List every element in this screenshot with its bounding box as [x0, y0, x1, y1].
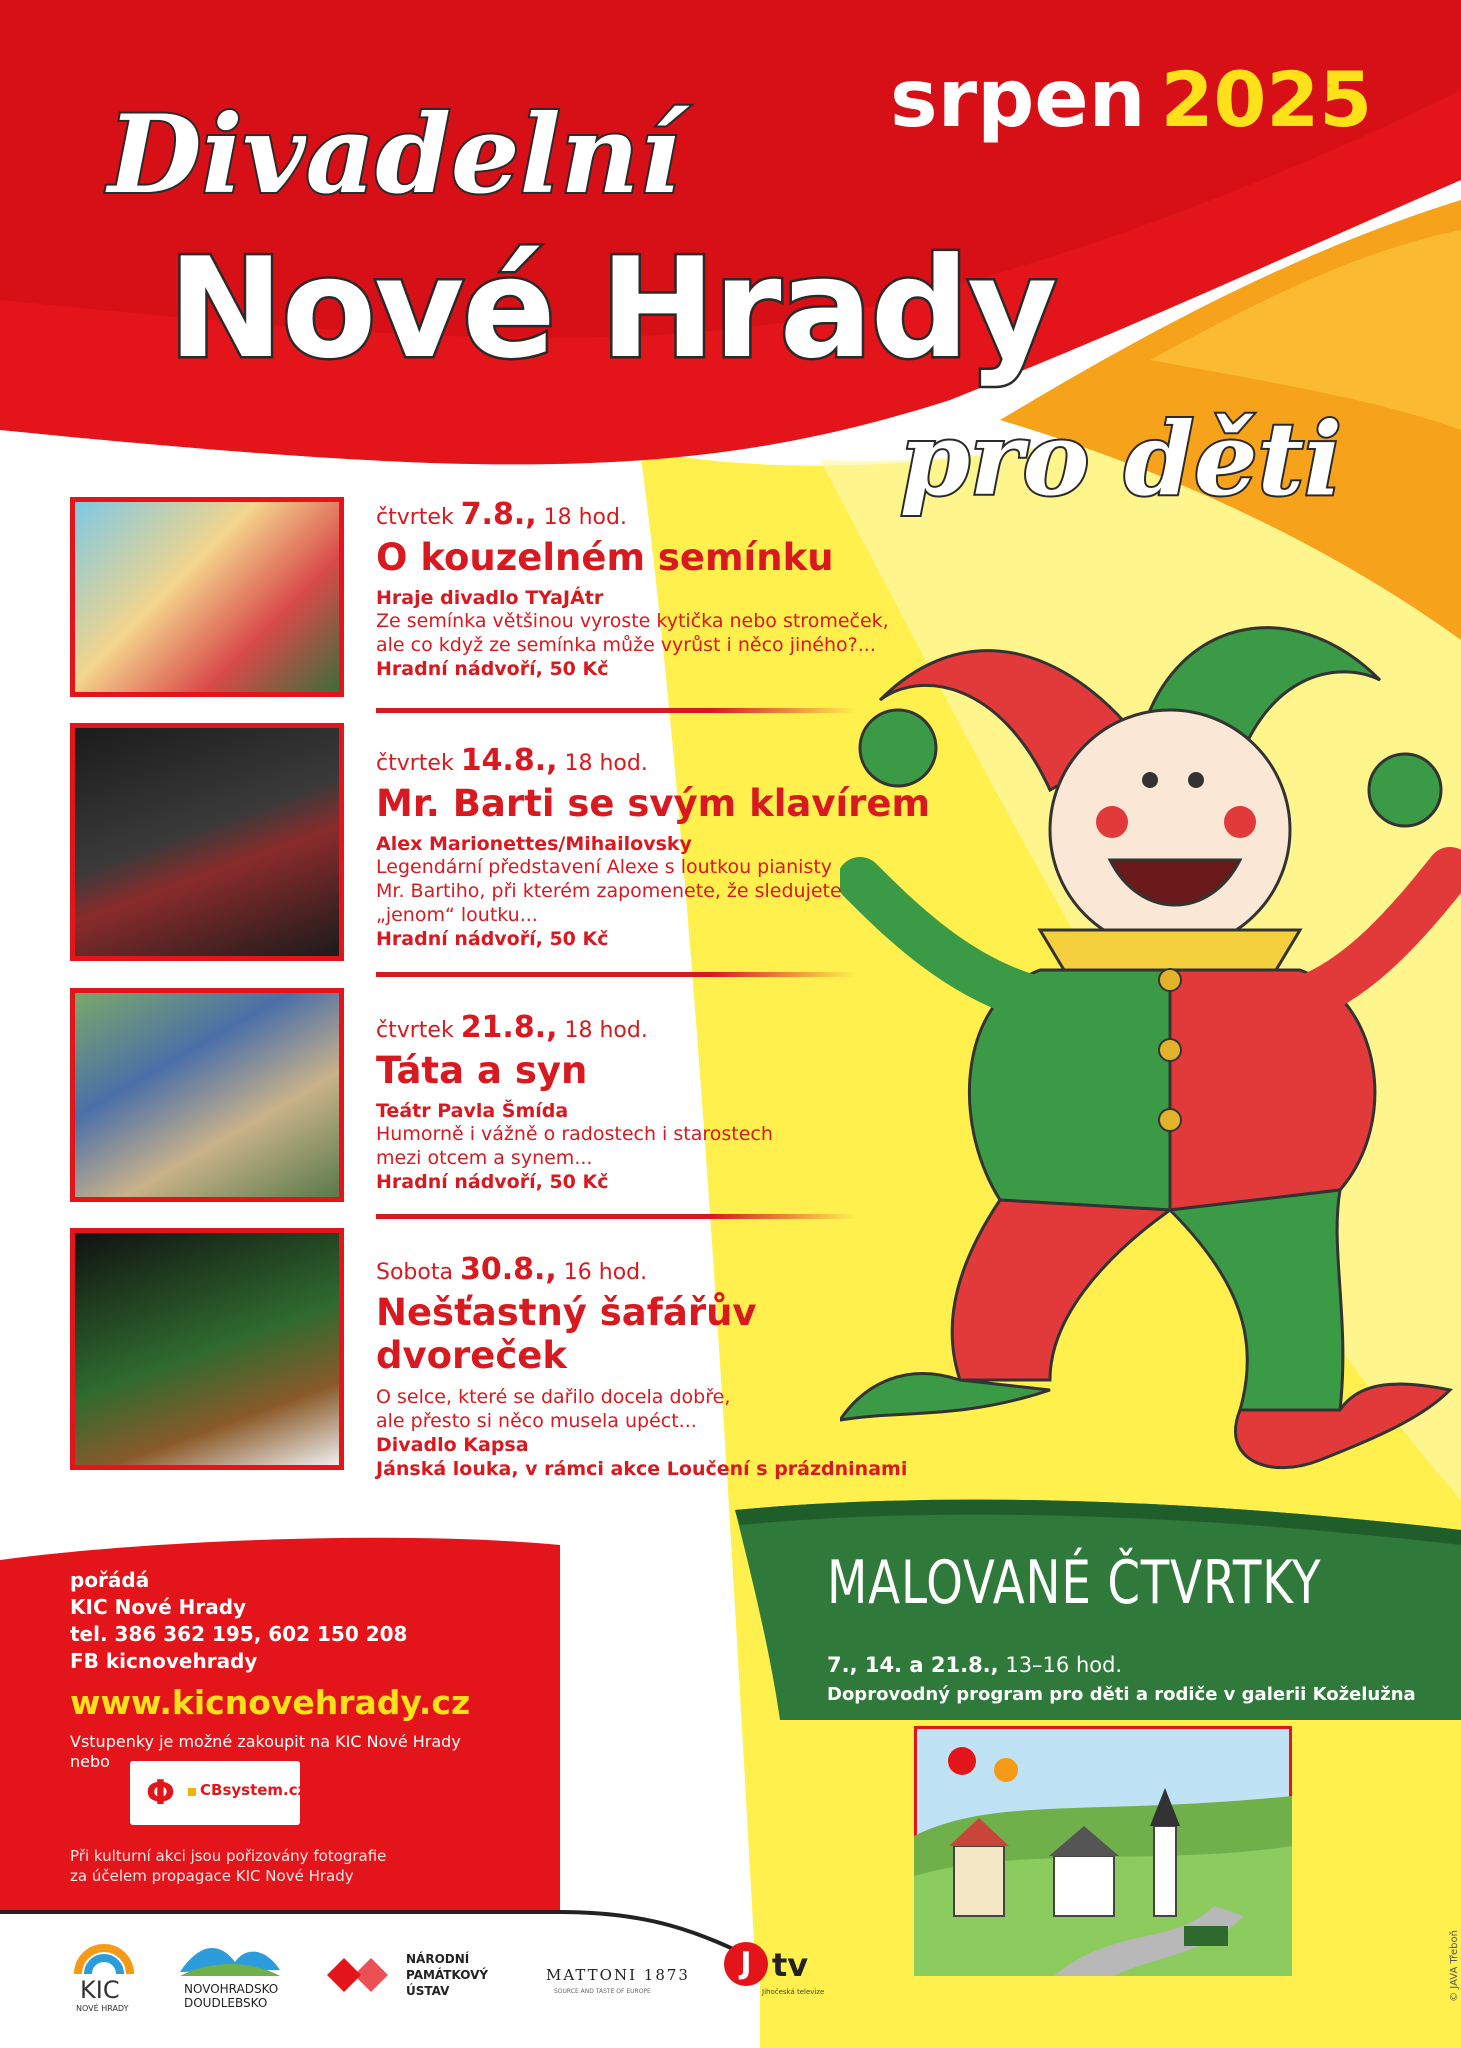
- event-2-desc-3: „jenom“ loutku...: [376, 904, 538, 926]
- event-2-text: [376, 743, 986, 951]
- event-1-title: O kouzelném semínku: [376, 536, 834, 579]
- kic-logo[interactable]: [72, 1936, 136, 2016]
- jtv-logo[interactable]: [724, 1942, 834, 2012]
- malovane-time: 13–16 hod.: [1005, 1653, 1123, 1677]
- npu-logo[interactable]: [322, 1950, 502, 2012]
- jtv-text: tv: [772, 1946, 809, 1984]
- separator-3: [376, 1214, 856, 1219]
- novohradsko-line-1: NOVOHRADSKO: [184, 1982, 279, 1996]
- event-4-time: 16 hod.: [563, 1260, 648, 1285]
- event-4-desc-1: O selce, které se dařilo docela dobře,: [376, 1386, 731, 1408]
- event-2-desc-1: Legendární představení Alexe s loutkou pianisty: [376, 856, 833, 878]
- event-3-desc-2: mezi otcem a synem...: [376, 1147, 593, 1169]
- event-1-time: 18 hod.: [543, 505, 627, 530]
- npu-logo-icon: [322, 1950, 392, 2000]
- event-4-photo: [70, 1228, 344, 1470]
- event-2-date: [376, 743, 986, 778]
- script-title: Divadelní: [108, 92, 681, 218]
- event-2-day: 14.8.,: [460, 743, 558, 778]
- event-3-text: [376, 1010, 986, 1194]
- event-3-date: [376, 1010, 986, 1045]
- town-illustration: [914, 1726, 1292, 1976]
- event-4: [70, 1228, 950, 1480]
- novohradsko-line-2: DOUDLEBSKO: [184, 1996, 268, 2010]
- mattoni-logo[interactable]: [546, 1958, 690, 2002]
- organizer-label: pořádá: [70, 1568, 150, 1592]
- event-4-place: Jánská louka, v rámci akce Loučení s prázdninami: [376, 1458, 908, 1480]
- year-label: 2025: [1160, 55, 1373, 144]
- subtitle: pro děti: [900, 400, 1342, 518]
- event-1-text: [376, 497, 986, 681]
- mattoni-sub: SOURCE AND TASTE OF EUROPE: [554, 1988, 651, 1995]
- event-3: [70, 988, 950, 1202]
- tickets-line-1: Vstupenky je možné zakoupit na KIC Nové Hrady: [70, 1732, 461, 1751]
- event-3-photo: [70, 988, 344, 1202]
- event-1-company: Hraje divadlo TYaJÁtr: [376, 587, 604, 609]
- cbsystem-icon: Φ: [146, 1773, 175, 1813]
- month-label: srpen: [890, 52, 1146, 145]
- malovane-desc: Doprovodný program pro děti a rodiče v galerii Koželužna: [827, 1684, 1416, 1705]
- event-4-day: 30.8.,: [459, 1252, 557, 1287]
- event-2-time: 18 hod.: [564, 751, 648, 776]
- mattoni-text: MATTONI 1873: [546, 1966, 690, 1984]
- kic-logo-sub: NOVÉ HRADY: [76, 2004, 129, 2013]
- event-4-date: [376, 1252, 986, 1287]
- event-4-company: Divadlo Kapsa: [376, 1434, 529, 1456]
- event-2-desc-2: Mr. Bartiho, při kterém zapomenete, že sledujete: [376, 880, 842, 902]
- event-1-desc-1: Ze semínka většinou vyroste kytička nebo stromeček,: [376, 610, 889, 632]
- event-4-desc-2: ale přesto si něco musela upéct...: [376, 1410, 697, 1432]
- event-1-desc-2: ale co když ze semínka může vyrůst i něco jiného?...: [376, 634, 876, 656]
- jester-face: [1050, 710, 1290, 950]
- event-4-weekday: Sobota: [376, 1260, 453, 1285]
- event-2-company: Alex Marionettes/Mihailovsky: [376, 833, 692, 855]
- photo-note-line-1: Při kulturní akci jsou pořizovány fotografie: [70, 1847, 387, 1865]
- event-1-date: [376, 497, 986, 532]
- cbsystem-mark: [188, 1788, 196, 1796]
- kic-logo-text: KIC: [80, 1976, 120, 2004]
- npu-line-1: NÁRODNÍ: [406, 1952, 470, 1966]
- event-3-weekday: čtvrtek: [376, 1018, 454, 1043]
- event-4-text: [376, 1252, 986, 1481]
- tickets-line-2: nebo: [70, 1752, 110, 1771]
- organizer-fb: FB kicnovehrady: [70, 1649, 258, 1673]
- malovane-dates: 7., 14. a 21.8.,: [827, 1653, 999, 1677]
- event-1: [70, 497, 950, 697]
- photo-note-line-2: za účelem propagace KIC Nové Hrady: [70, 1867, 354, 1885]
- jtv-sub: Jihočeská televize: [762, 1988, 825, 1996]
- credit: © JAVA Třeboň: [1449, 1930, 1460, 2002]
- event-2: [70, 723, 950, 961]
- event-3-desc-1: Humorně i vážně o radostech i starostech: [376, 1123, 773, 1145]
- organizer-phone: tel. 386 362 195, 602 150 208: [70, 1622, 408, 1646]
- npu-line-3: ÚSTAV: [406, 1984, 450, 1998]
- event-3-place: Hradní nádvoří, 50 Kč: [376, 1171, 609, 1193]
- photo-note: [70, 1846, 386, 1886]
- event-2-title: Mr. Barti se svým klavírem: [376, 782, 931, 825]
- kic-logo-icon: [72, 1936, 136, 1976]
- novohradsko-logo[interactable]: [180, 1942, 290, 2012]
- cbsystem-label: CBsystem.cz: [200, 1781, 307, 1799]
- event-3-time: 18 hod.: [564, 1018, 648, 1043]
- malovane-date: [827, 1653, 1122, 1677]
- cbsystem-logo[interactable]: [130, 1761, 307, 1825]
- jtv-icon: J: [724, 1942, 768, 1986]
- website-link[interactable]: www.kicnovehrady.cz: [70, 1683, 471, 1722]
- event-4-title-line-2: dvoreček: [376, 1334, 567, 1377]
- month-year: [890, 52, 1372, 145]
- organizer-block: [70, 1567, 407, 1675]
- event-3-day: 21.8.,: [460, 1010, 558, 1045]
- event-1-place: Hradní nádvoří, 50 Kč: [376, 658, 609, 680]
- event-2-weekday: čtvrtek: [376, 751, 454, 776]
- organizer-name: KIC Nové Hrady: [70, 1595, 247, 1619]
- npu-line-2: PAMÁTKOVÝ: [406, 1968, 489, 1982]
- separator-1: [376, 708, 856, 713]
- event-2-photo: [70, 723, 344, 961]
- event-1-weekday: čtvrtek: [376, 505, 454, 530]
- event-2-place: Hradní nádvoří, 50 Kč: [376, 928, 609, 950]
- event-1-photo: [70, 497, 344, 697]
- event-4-title-line-1: Nešťastný šafářův: [376, 1291, 757, 1334]
- main-title: Nové Hrady: [168, 228, 1056, 389]
- event-3-title: Táta a syn: [376, 1049, 588, 1092]
- separator-2: [376, 972, 856, 977]
- event-1-day: 7.8.,: [460, 497, 537, 532]
- event-3-company: Teátr Pavla Šmída: [376, 1100, 569, 1122]
- novohradsko-logo-icon: [180, 1942, 280, 1976]
- malovane-title: MALOVANÉ ČTVRTKY: [827, 1548, 1322, 1618]
